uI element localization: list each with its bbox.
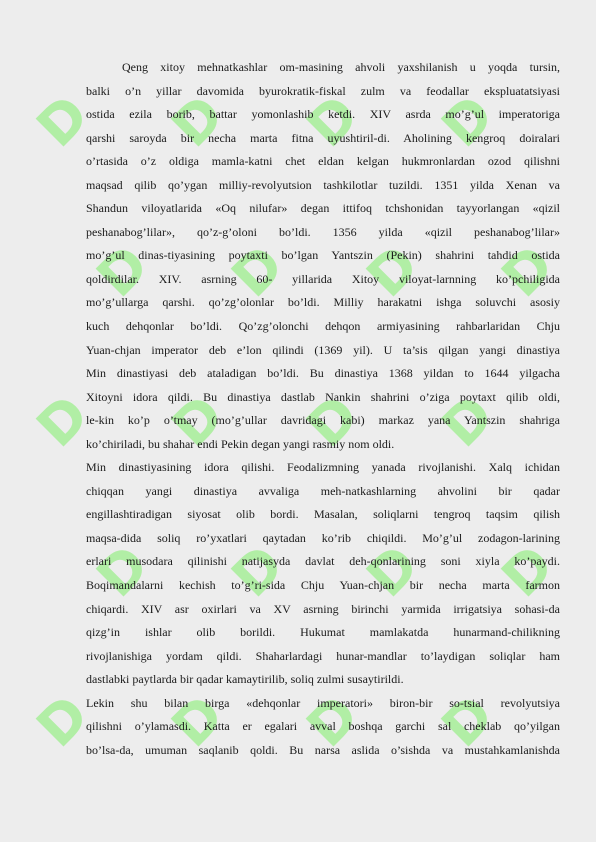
text-line: kuch dehqonlar bo’ldi. Qo’zg’olonchi dehqon armiyasining rahbarlaridan Chju — [86, 319, 560, 334]
watermark-glyph: D — [219, 532, 296, 610]
text-line: rivojlanishiga yordam qildi. Shaharlardagi hunar-mandlar to’laydigan soliqlar ham — [86, 648, 560, 663]
text-line: Boqimandalarni kechish to’g’ri-sida Chju Yuan-chjan bir necha marta farmon — [86, 578, 560, 593]
watermark-glyph: D — [84, 232, 161, 310]
watermark-glyph: D — [429, 682, 506, 760]
text-line: balki o’n yillar davomida byurokratik-fiskal zulm va feodallar ekspluatatsiyasi — [86, 83, 560, 98]
watermark-glyph: D — [429, 82, 506, 160]
text-line: Min dinastiyasining idora qilishi. Feodalizmning yanada rivojlanishi. Xalq ichidan — [86, 460, 560, 475]
watermark-glyph: D — [294, 682, 371, 760]
text-line: le-kin ko’p o’tmay (mo’g’ullar davridagi kabi) markaz yana Yantszin shahriga — [86, 413, 560, 428]
text-line: Qeng xitoy mehnatkashlar om-masining ahvoli yaxshilanish u yoqda tursin, — [122, 60, 560, 74]
text-line: Lekin shu bilan birga «dehqonlar imperatori» biron-bir so-tsial revolyutsiya — [86, 695, 560, 710]
text-line: maqsa-dida soliq ro’yxatlari qaytadan ko’rib chiqildi. Mo’g’ul zodagon-larining — [86, 530, 560, 545]
text-line: peshanabog’lilar», qo’z-g’oloni bo’ldi. 1356 yilda «qizil peshanabog’lilar» — [86, 224, 560, 239]
watermark-glyph: D — [294, 382, 371, 460]
text-line: qarshi saroyda bir necha marta fitna uyushtiril-di. Aholining kengroq doiralari — [86, 130, 560, 145]
watermark-glyph: D — [24, 82, 101, 160]
watermark-glyph: D — [159, 82, 236, 160]
watermark-glyph: D — [24, 682, 101, 760]
watermark-glyph: D — [429, 382, 506, 460]
watermark-glyph: D — [24, 382, 101, 460]
watermark-glyph: D — [159, 682, 236, 760]
text-line: erlari musodara qilinishi natijasyda davlat deh-qonlarining soni xiyla ko’paydi. — [86, 554, 560, 569]
text-line: bo’lsa-da, umuman saqlanib qoldi. Bu narsa aslida o’sishda va mustahkamlanishda — [86, 742, 560, 757]
text-line: Min dinastiyasi deb ataladigan bo’ldi. Bu dinastiya 1368 yildan to 1644 yilgacha — [86, 366, 560, 381]
text-line: maqsad qilib qo’ygan milliy-revolyutsion tashkilotlar tuzildi. 1351 yilda Xenan va — [86, 177, 560, 192]
text-line: Yuan-chjan imperator deb e’lon qilindi (1369 yil). U ta’sis qilgan yangi dinastiya — [86, 342, 560, 357]
text-line: qilishni o’ylamasdi. Katta er egalari avval boshqa garchi sal cheklab qo’yilgan — [86, 719, 560, 734]
body-text — [86, 56, 560, 762]
watermark-glyph: D — [489, 232, 566, 310]
text-line: qizg’in ishlar olib borildi. Hukumat mamlakatda hunarmand-chilikning — [86, 625, 560, 640]
text-line: Shandun viloyatlarida «Oq nilufar» degan ittifoq tchshonidan tayyorlangan «qizil — [86, 201, 560, 216]
watermark-glyph: D — [294, 82, 371, 160]
text-line: mo’g’ullarga qarshi. qo’zg’olonlar bo’ldi. Milliy harakatni ishga soluvchi asosiy — [86, 295, 560, 310]
text-line: ko’chiriladi, bu shahar endi Pekin degan yangi rasmiy nom oldi. — [86, 436, 395, 451]
watermark-glyph: D — [159, 382, 236, 460]
text-line: o’rtasida o’z oldiga mamla-katni chet eldan kelgan hukmronlardan ozod qilishni — [86, 154, 560, 169]
text-line: dastlabki paytlarda bir qadar kamaytirilib, soliq zulmi susaytirildi. — [86, 672, 404, 687]
text-line: ostida ezila borib, battar yomonlashib ketdi. XIV asrda mo’g’ul imperatoriga — [86, 107, 560, 122]
watermark-glyph: D — [354, 532, 431, 610]
watermark-glyph: D — [354, 232, 431, 310]
text-line: chiqardi. XIV asr oxirlari va XV asrning birinchi yarmida irrigatsiya sohasi-da — [86, 601, 560, 616]
text-line: engillashtiradigan siyosat olib bordi. Masalan, soliqlarni tengroq taqsim qilish — [86, 507, 560, 522]
watermark-glyph: D — [84, 532, 161, 610]
text-line: Xitoyni idora qildi. Bu dinastiya dastlab Nankin shahrini o’ziga poytaxt qilib oldi, — [86, 389, 560, 404]
text-line: mo’g’ul dinas-tiyasining poytaxti bo’lgan Yantszin (Pekin) shahrini tahdid ostida — [86, 248, 560, 263]
text-line: chiqqan yangi dinastiya avvaliga meh-natkashlarning ahvolini bir qadar — [86, 483, 560, 498]
text-line: qoldirdilar. XIV. asrning 60- yillarida Xitoy viloyat-larnning ko’pchiligida — [86, 271, 560, 286]
watermark-glyph: D — [489, 532, 566, 610]
watermark-glyph: D — [219, 232, 296, 310]
